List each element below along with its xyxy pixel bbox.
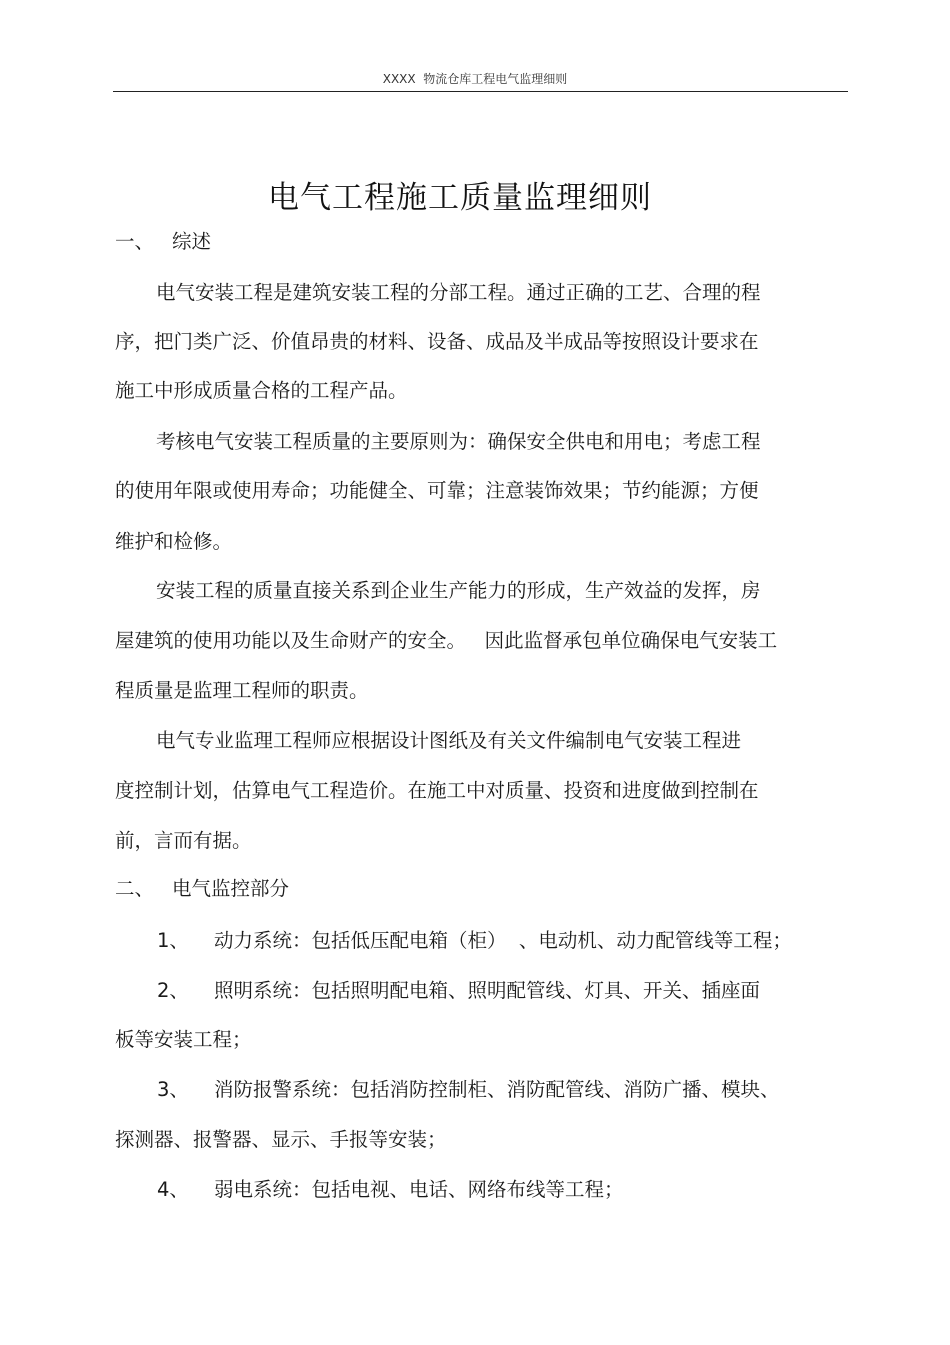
item-2-number: 2、 — [157, 979, 189, 1002]
document-title: 电气工程施工质量监理细则 — [268, 180, 652, 216]
paragraph-1-line-3: 施工中形成质量合格的工程产品。 — [115, 379, 408, 402]
item-3-number: 3、 — [157, 1078, 189, 1101]
paragraph-4-line-2: 度控制计划，估算电气工程造价。在施工中对质量、投资和进度做到控制在 — [115, 779, 759, 802]
item-4-number: 4、 — [157, 1178, 189, 1201]
section-2-heading: 电气监控部分 — [172, 877, 290, 900]
paragraph-4-line-3: 前，言而有据。 — [115, 829, 252, 852]
item-1-number: 1、 — [157, 929, 189, 952]
paragraph-2-line-3: 维护和检修。 — [115, 530, 233, 553]
item-2-line-2: 板等安装工程； — [115, 1028, 252, 1051]
section-2-number: 二、 — [115, 877, 155, 900]
header-divider — [113, 91, 848, 92]
section-1-heading: 综述 — [172, 230, 212, 253]
item-1-line-1: 动力系统：包括低压配电箱（柜） 、电动机、动力配管线等工程； — [214, 929, 792, 952]
paragraph-2-line-2: 的使用年限或使用寿命；功能健全、可靠；注意装饰效果；节约能源；方便 — [115, 479, 759, 502]
paragraph-3-line-2: 屋建筑的使用功能以及生命财产的安全。 因此监督承包单位确保电气安装工 — [115, 629, 778, 652]
paragraph-1-line-2: 序，把门类广泛、价值昂贵的材料、设备、成品及半成品等按照设计要求在 — [115, 330, 759, 353]
paragraph-2-line-1: 考核电气安装工程质量的主要原则为：确保安全供电和用电；考虑工程 — [156, 430, 761, 453]
item-4-line-1: 弱电系统：包括电视、电话、网络布线等工程； — [214, 1178, 624, 1201]
page-header: XXXX 物流仓库工程电气监理细则 — [382, 72, 568, 86]
item-3-line-1: 消防报警系统：包括消防控制柜、消防配管线、消防广播、模块、 — [214, 1078, 780, 1101]
paragraph-1-line-1: 电气安装工程是建筑安装工程的分部工程。通过正确的工艺、合理的程 — [156, 281, 761, 304]
paragraph-4-line-1: 电气专业监理工程师应根据设计图纸及有关文件编制电气安装工程进 — [156, 729, 742, 752]
item-2-line-1: 照明系统：包括照明配电箱、照明配管线、灯具、开关、插座面 — [214, 979, 761, 1002]
item-3-line-2: 探测器、报警器、显示、手报等安装； — [115, 1128, 447, 1151]
paragraph-3-line-3: 程质量是监理工程师的职责。 — [115, 679, 369, 702]
paragraph-3-line-1: 安装工程的质量直接关系到企业生产能力的形成，生产效益的发挥，房 — [156, 579, 761, 602]
section-1-number: 一、 — [115, 230, 155, 253]
